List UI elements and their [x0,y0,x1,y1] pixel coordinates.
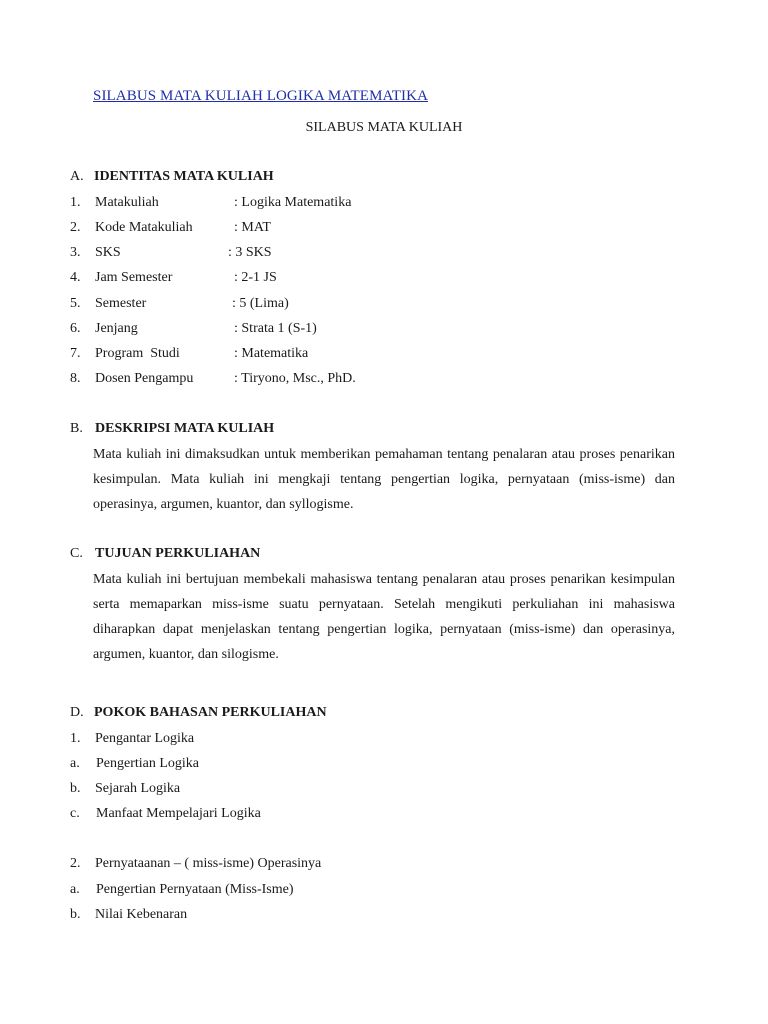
identity-item-label: Dosen Pengampu [95,371,194,386]
identity-item-number: 1. [70,195,81,210]
identity-item-value: : 3 SKS [228,245,272,260]
identity-item-label: Matakuliah [95,195,159,210]
identity-item-number: 5. [70,296,81,311]
identity-item-label: SKS [95,245,121,260]
topic-label: Pengantar Logika [95,731,195,746]
section-b-heading: DESKRIPSI MATA KULIAH [95,421,275,436]
subtopic-letter: a. [70,756,80,771]
section-b-paragraph: Mata kuliah ini dimaksudkan untuk memberikan pemahaman tentang penalaran atau proses penarikan kesimpulan. Mata kuliah ini mengkaji tentang pengertian logika, pernyataan (miss-isme) dan operasinya, argumen, kuantor, dan syllogisme. [93,447,675,512]
subtopic-label: Pengertian Logika [96,756,200,771]
identity-item-number: 8. [70,371,81,386]
identity-item-label: Jenjang [95,321,138,336]
identity-item-value: : 2-1 JS [234,270,277,285]
identity-item-number: 3. [70,245,81,260]
document-subtitle [0,120,768,136]
section-b-marker: B. [70,421,83,436]
subtopic-letter: b. [70,907,81,922]
identity-item-value: : Tiryono, Msc., PhD. [234,371,356,386]
topic-number: 2. [70,856,81,871]
subtitle-text: SILABUS MATA KULIAH [305,120,463,135]
subtopic-label: Pengertian Pernyataan (Miss-Isme) [96,882,294,897]
section-a-marker: A. [70,169,84,184]
identity-item-value: : 5 (Lima) [232,296,289,311]
section-c-marker: C. [70,546,83,561]
identity-item-value: : MAT [234,220,271,235]
subtopic-letter: b. [70,781,81,796]
subtopic-label: Sejarah Logika [95,781,181,796]
identity-item-value: : Logika Matematika [234,195,352,210]
section-d-heading: POKOK BAHASAN PERKULIAHAN [94,705,327,720]
identity-item-label: Semester [95,296,147,311]
section-c-heading: TUJUAN PERKULIAHAN [95,546,261,561]
subtopic-letter: a. [70,882,80,897]
identity-item-label: Jam Semester [95,270,173,285]
topic-label: Pernyataanan – ( miss-isme) Operasinya [95,856,322,871]
identity-item-number: 6. [70,321,81,336]
section-a-heading: IDENTITAS MATA KULIAH [94,169,274,184]
identity-item-label: Program Studi [95,346,180,361]
identity-item-value: : Matematika [234,346,309,361]
topic-number: 1. [70,731,81,746]
section-c-paragraph: Mata kuliah ini bertujuan membekali mahasiswa tentang penalaran atau proses penarikan kesimpulan serta memaparkan miss-isme suatu pernyataan. Setelah mengikuti perkuliahan ini mahasiswa diharapkan dapat menjelaskan tentang pengertian logika, pernyataan (miss-isme) dan operasinya, argumen, kuantor, dan silogisme. [93,572,675,662]
identity-item-label: Kode Matakuliah [95,220,193,235]
section-d-marker: D. [70,705,84,720]
identity-item-number: 4. [70,270,81,285]
document-title-link[interactable]: SILABUS MATA KULIAH LOGIKA MATEMATIKA [93,88,428,104]
identity-item-value: : Strata 1 (S-1) [234,321,317,336]
identity-item-number: 7. [70,346,81,361]
identity-item-number: 2. [70,220,81,235]
subtopic-letter: c. [70,806,80,821]
subtopic-label: Nilai Kebenaran [95,907,188,922]
subtopic-label: Manfaat Mempelajari Logika [96,806,261,821]
